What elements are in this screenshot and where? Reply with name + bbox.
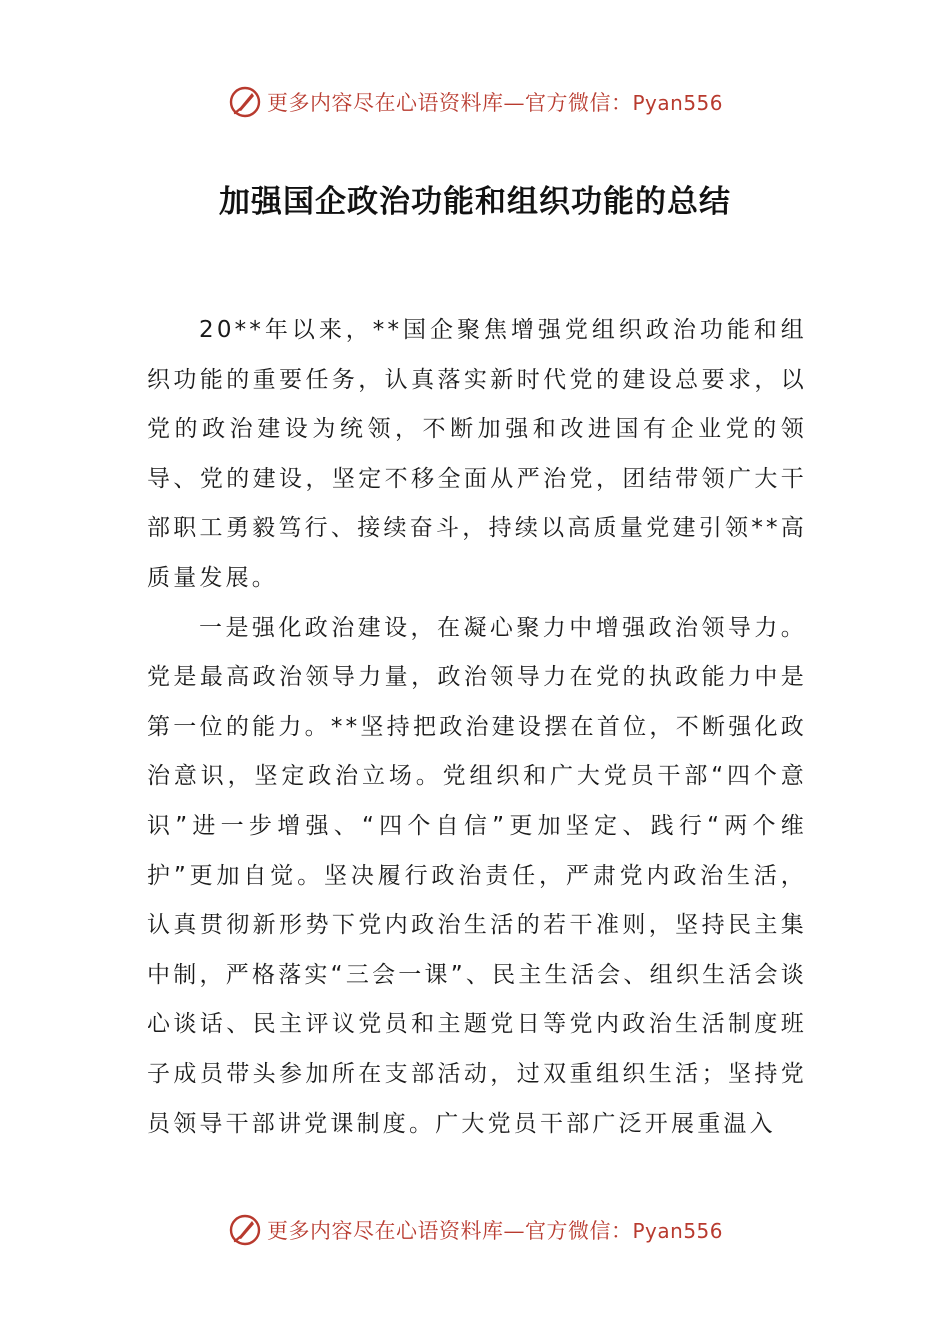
wechat-id: Pyan556 — [632, 91, 723, 115]
paragraph: 一是强化政治建设，在凝心聚力中增强政治领导力。党是最高政治领导力量，政治领导力在党的执政能力中是第一位的能力。**坚持把政治建设摆在首位，不断强化政治意识，坚定政治立场。党组织和广大党员干部“四个意识”进一步增强、“四个自信”更加坚定、践行“两个维护”更加自觉。坚决履行政治责任，严肃党内政治生活，认真贯彻新形势下党内政治生活的若干准则，坚持民主集中制，严格落实“三会一课”、民主生活会、组织生活会谈心谈话、民主评议党员和主题党日等党内政治生活制度班子成员带头参加所在支部活动，过双重组织生活；坚持党员领导干部讲党课制度。广大党员干部广泛开展重温入 — [147, 614, 807, 1137]
quill-logo-icon — [227, 1212, 263, 1248]
quill-logo-icon — [227, 84, 263, 120]
paragraph: 20**年以来，**国企聚焦增强党组织政治功能和组织功能的重要任务，认真落实新时代党的建设总要求，以党的政治建设为统领，不断加强和改进国有企业党的领导、党的建设，坚定不移全面从严治党，团结带领广大干部职工勇毅笃行、接续奋斗，持续以高质量党建引领**高质量发展。 — [147, 317, 807, 591]
banner-text: 更多内容尽在心语资料库—官方微信：Pyan556 — [266, 1219, 723, 1243]
document-title: 加强国企政治功能和组织功能的总结 — [219, 184, 731, 220]
document-body — [147, 306, 807, 1149]
header-banner — [0, 82, 950, 122]
wechat-id: Pyan556 — [632, 1219, 723, 1243]
banner-text: 更多内容尽在心语资料库—官方微信：Pyan556 — [266, 91, 723, 115]
footer-banner — [0, 1210, 950, 1250]
